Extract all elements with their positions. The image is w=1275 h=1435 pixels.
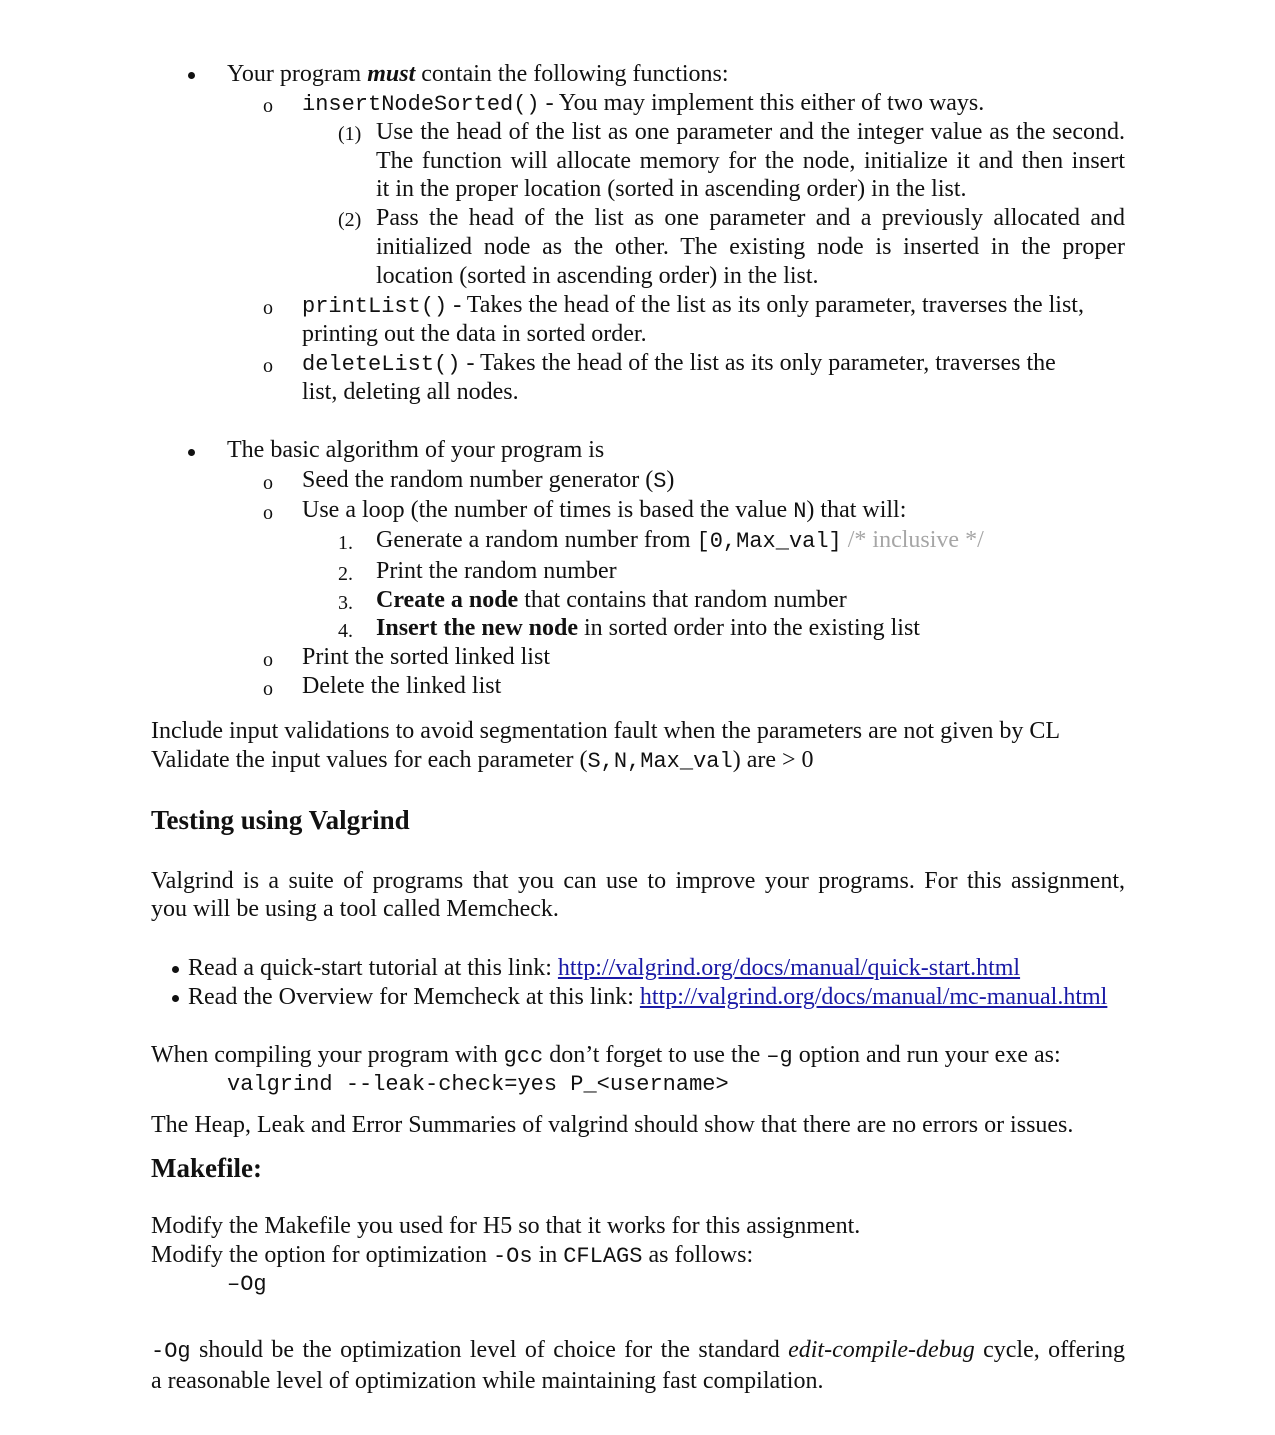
validation-line: Include input validations to avoid segmentation fault when the parameters are not given by CL: [151, 718, 1061, 744]
makefile-line: Modify the Makefile you used for H5 so that it works for this assignment.: [151, 1213, 861, 1239]
bullet-icon: [172, 995, 179, 1002]
step-number: 1.: [338, 532, 353, 554]
option-2-line: initialized node as the other. The existing node is inserted in the proper: [376, 234, 1125, 260]
circle-bullet-icon: o: [263, 355, 273, 377]
quick-start-link[interactable]: http://valgrind.org/docs/manual/quick-start.html: [557, 955, 1021, 981]
delete-list-item: deleteList() - Takes the head of the list as its only parameter, traverses the: [302, 350, 1056, 377]
option-2-line: Pass the head of the list as one parameter and a previously allocated and: [376, 205, 1125, 231]
option-1-line: Use the head of the list as one parameter and the integer value as the second.: [376, 119, 1125, 145]
loop-step: Use a loop (the number of times is based the value N) that will:: [302, 497, 907, 524]
circle-bullet-icon: o: [263, 502, 273, 524]
quick-start-item: Read a quick-start tutorial at this link: http://valgrind.org/docs/manual/quick-start.html: [188, 955, 1021, 981]
circle-bullet-icon: o: [263, 95, 273, 117]
algorithm-intro: The basic algorithm of your program is: [227, 437, 605, 463]
option-1-marker: (1): [338, 123, 362, 145]
makefile-line: Modify the option for optimization -Os in CFLAGS as follows:: [151, 1242, 754, 1269]
valgrind-heading: Testing using Valgrind: [151, 805, 410, 835]
step-1: Generate a random number from [0,Max_val] /* inclusive */: [376, 527, 984, 554]
summary-line: The Heap, Leak and Error Summaries of valgrind should show that there are no errors or issues.: [151, 1112, 1074, 1138]
compile-instruction: When compiling your program with gcc don’t forget to use the –g option and run your exe as:: [151, 1042, 1061, 1069]
bullet-icon: [188, 72, 195, 79]
valgrind-paragraph: Valgrind is a suite of programs that you can use to improve your programs. For this assignment,: [151, 868, 1125, 894]
step-number: 2.: [338, 563, 353, 585]
functions-intro: Your program must contain the following functions:: [227, 61, 729, 87]
validation-line: Validate the input values for each parameter (S,N,Max_val) are > 0: [151, 747, 814, 774]
valgrind-command: valgrind --leak-check=yes P_<username>: [227, 1072, 729, 1097]
valgrind-paragraph: you will be using a tool called Memcheck.: [151, 896, 559, 922]
emphasis-must: must: [367, 61, 416, 87]
step-number: 4.: [338, 620, 353, 642]
option-2-marker: (2): [338, 209, 362, 231]
step-3: Create a node that contains that random number: [376, 587, 847, 613]
og-description: -Og should be the optimization level of choice for the standard edit-compile-debug cycle, offering: [151, 1337, 1125, 1364]
delete-list-step: Delete the linked list: [302, 673, 502, 699]
memcheck-link[interactable]: http://valgrind.org/docs/manual/mc-manual.html: [639, 984, 1108, 1010]
makefile-heading: Makefile:: [151, 1153, 262, 1183]
insert-node-name: insertNodeSorted(): [302, 92, 540, 117]
option-2-line: location (sorted in ascending order) in the list.: [376, 263, 819, 289]
step-number: 3.: [338, 592, 353, 614]
step-4: Insert the new node in sorted order into the existing list: [376, 615, 920, 641]
print-list-name: printList(): [302, 294, 448, 319]
circle-bullet-icon: o: [263, 649, 273, 671]
print-list-item: printList() - Takes the head of the list as its only parameter, traverses the list,: [302, 292, 1084, 319]
delete-list-name: deleteList(): [302, 352, 461, 377]
inclusive-comment: /* inclusive */: [841, 527, 984, 553]
memcheck-item: Read the Overview for Memcheck at this link: http://valgrind.org/docs/manual/mc-manual.html: [188, 984, 1108, 1010]
print-sorted-step: Print the sorted linked list: [302, 644, 550, 670]
step-2: Print the random number: [376, 558, 617, 584]
seed-step: Seed the random number generator (S): [302, 467, 675, 494]
og-description-line2: a reasonable level of optimization while maintaining fast compilation.: [151, 1368, 824, 1394]
delete-list-line2: list, deleting all nodes.: [302, 379, 519, 405]
bullet-icon: [188, 449, 195, 456]
circle-bullet-icon: o: [263, 297, 273, 319]
print-list-line2: printing out the data in sorted order.: [302, 321, 647, 347]
og-option: –Og: [227, 1272, 267, 1297]
insert-node-item: insertNodeSorted() - You may implement this either of two ways.: [302, 90, 985, 117]
option-1-line: it in the proper location (sorted in ascending order) in the list.: [376, 176, 967, 202]
bullet-icon: [172, 966, 179, 973]
circle-bullet-icon: o: [263, 678, 273, 700]
circle-bullet-icon: o: [263, 472, 273, 494]
option-1-line: The function will allocate memory for the node, initialize it and then insert: [376, 148, 1125, 174]
